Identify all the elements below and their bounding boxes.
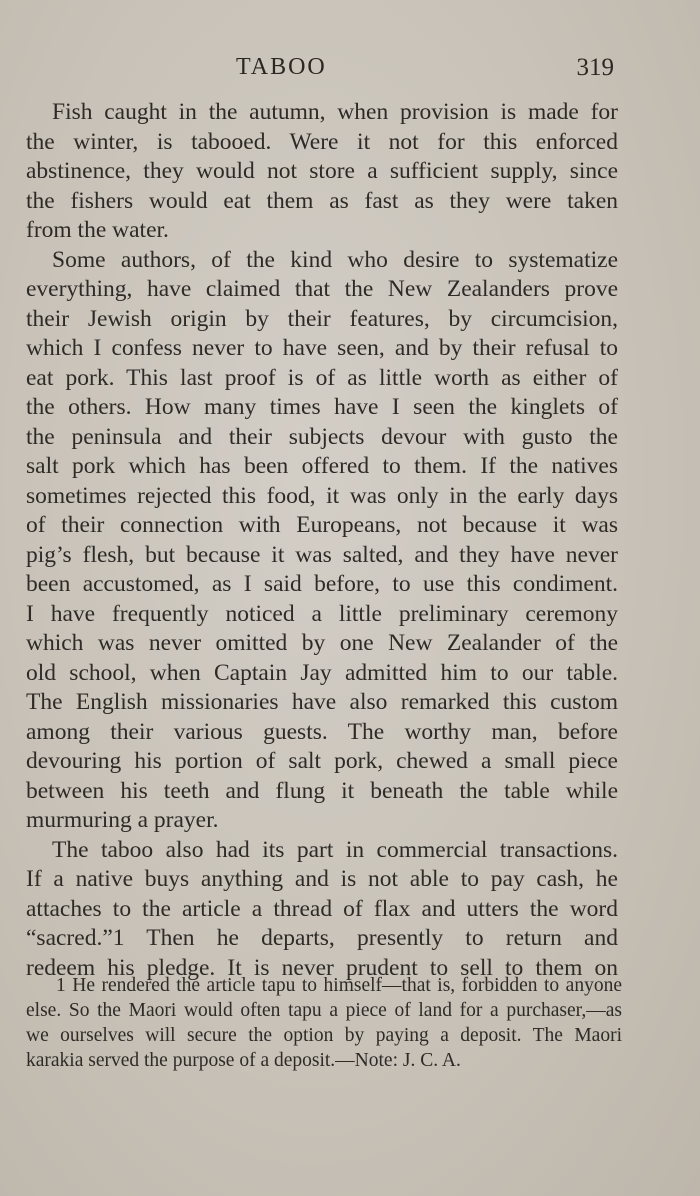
text-line: redeem his pledge. It is never prudent to sell to them on [26, 954, 618, 981]
body-text [26, 98, 618, 983]
text-line: the fishers would eat them as fast as they were taken [26, 187, 618, 214]
text-line: abstinence, they would not store a sufficient supply, since [26, 158, 618, 184]
text-line: sometimes rejected this food, it was only in the early days [26, 482, 618, 509]
text-line: between his teeth and flung it beneath the table while [26, 777, 618, 804]
text-line: The taboo also had its part in commercial transactions. [52, 836, 618, 863]
text-line: their Jewish origin by their features, by circumcision, [26, 305, 618, 332]
footnote-line: else. So the Maori would often tapu a piece of land for a purchaser,—as [26, 1000, 622, 1021]
text-line: the peninsula and their subjects devour with gusto the [26, 423, 618, 450]
page-header [0, 54, 700, 88]
text-line: Fish caught in the autumn, when provision is made for [52, 99, 618, 125]
text-line: the others. How many times have I seen the kinglets of [26, 394, 618, 420]
footnote-line: we ourselves will secure the option by paying a deposit. The Maori [26, 1025, 622, 1046]
text-line: attaches to the article a thread of flax and utters the word [26, 895, 618, 922]
text-line: pig’s flesh, but because it was salted, and they have never [26, 541, 618, 568]
text-line: everything, have claimed that the New Zealanders prove [26, 276, 618, 302]
text-line: the winter, is tabooed. Were it not for this enforced [26, 128, 618, 155]
footnote [26, 973, 622, 1073]
running-head: TABOO [236, 54, 327, 80]
text-line: I have frequently noticed a little preliminary ceremony [26, 600, 618, 627]
footnote-line: karakia served the purpose of a deposit.—Note: J. C. A. [26, 1050, 461, 1071]
footnote-line: 1 He rendered the article tapu to himself—that is, forbidden to anyone [56, 975, 622, 996]
text-line: The English missionaries have also remarked this custom [26, 689, 618, 715]
text-line: devouring his portion of salt pork, chewed a small piece [26, 748, 618, 774]
text-line: If a native buys anything and is not able to pay cash, he [26, 866, 618, 892]
text-line: old school, when Captain Jay admitted him to our table. [26, 659, 618, 686]
text-line: been accustomed, as I said before, to use this condiment. [26, 571, 618, 597]
text-line: which was never omitted by one New Zealander of the [26, 630, 618, 656]
text-line: eat pork. This last proof is of as little worth as either of [26, 364, 618, 391]
text-line: murmuring a prayer. [26, 807, 219, 833]
text-line: from the water. [26, 217, 169, 243]
text-line: among their various guests. The worthy man, before [26, 718, 618, 745]
text-line: of their connection with Europeans, not because it was [26, 512, 618, 538]
text-line: Some authors, of the kind who desire to systematize [52, 246, 618, 273]
text-line: salt pork which has been offered to them. If the natives [26, 453, 618, 479]
page-number: 319 [576, 54, 614, 81]
text-line: which I confess never to have seen, and by their refusal to [26, 335, 618, 361]
text-line: “sacred.”1 Then he departs, presently to return and [26, 925, 618, 951]
